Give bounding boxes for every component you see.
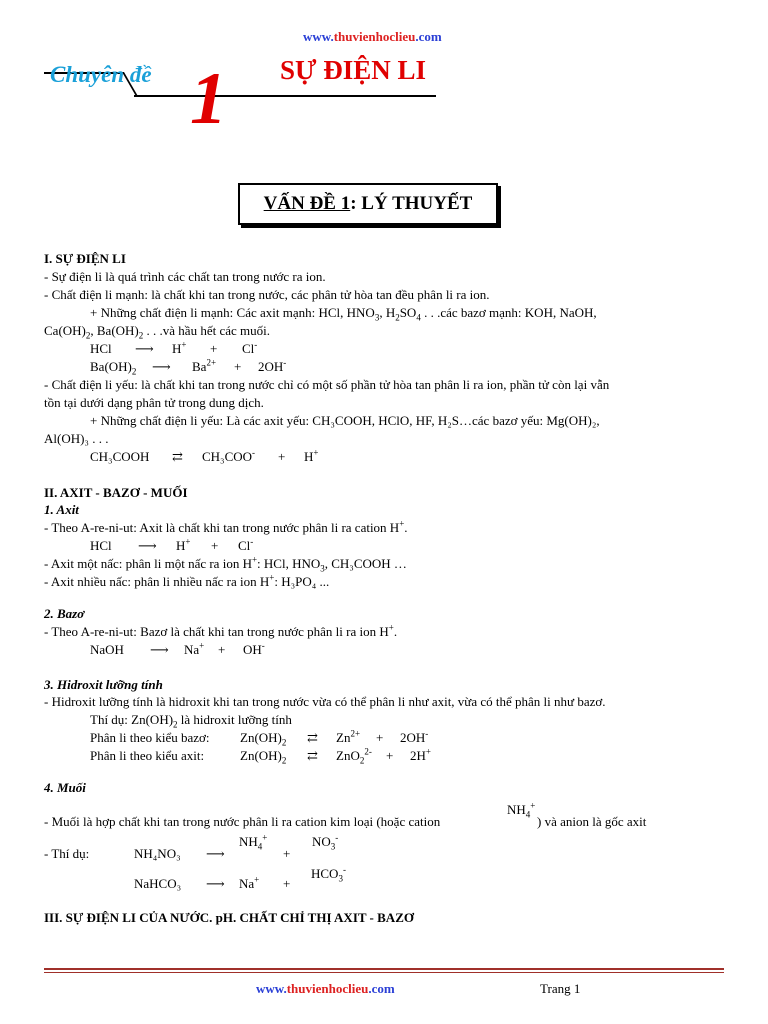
text-line: - Theo A-re-ni-ut: Bazơ là chất khi tan trong nước phân li ra ion H+. <box>44 622 398 639</box>
equation: $Ba(OH)_2$ <box>90 359 137 377</box>
ion: Na+ <box>239 874 260 891</box>
ion: 2H+ <box>410 746 431 763</box>
text-line: tồn tại dưới dạng phân tử trong dung dịch. <box>44 395 264 410</box>
ion: H+ <box>304 447 319 464</box>
ion: Cl- <box>242 339 258 356</box>
text-line: - Muối là hợp chất khi tan trong nước phân li ra cation kim loại (hoặc cation <box>44 814 441 829</box>
chuyen-de-label: Chuyên đề <box>50 62 152 87</box>
arrow: ⟶ <box>138 538 157 553</box>
text-line: - Axit một nấc: phân li một nấc ra ion H+: HCl, $HNO_3$, CH₃COOH … <box>44 554 407 574</box>
plus: + <box>234 359 242 374</box>
footer-url[interactable]: www.thuvienhoclieu.com <box>256 981 395 996</box>
plus: + <box>283 846 291 861</box>
text-line: - Axit nhiều nấc: phân li nhiều nấc ra ion H+: H₃PO₄ ... <box>44 572 330 589</box>
equation: NaHCO₃ <box>134 876 182 891</box>
arrow: ⟶ <box>150 642 169 657</box>
subheading: 2. Bazơ <box>44 606 85 621</box>
text-line: $Ca(OH)_2$, $Ba(OH)_2$ . . .và hầu hết các muối. <box>44 323 270 341</box>
equation: HCl <box>90 538 112 553</box>
ion: $HCO_3^-$ <box>311 864 346 884</box>
ion: OH- <box>243 640 265 657</box>
ion: Na+ <box>184 640 205 657</box>
text-line: - Sự điện li là quá trình các chất tan trong nước ra ion. <box>44 269 326 284</box>
plus: + <box>278 449 286 464</box>
plus: + <box>386 748 394 763</box>
arrow: ⇄ <box>307 748 318 763</box>
ion: H+ <box>172 339 187 356</box>
header-url[interactable]: www.thuvienhoclieu.com <box>303 29 442 44</box>
plus: + <box>283 876 291 891</box>
equation: NaOH <box>90 642 124 657</box>
arrow: ⇄ <box>307 730 318 745</box>
ion: H+ <box>176 536 191 553</box>
section-heading: I. SỰ ĐIỆN LI <box>44 251 126 266</box>
text-line: + Những chất điện li yếu: Là các axit yếu: CH₃COOH, HClO, HF, H₂S…các bazơ yếu: Mg(OH)₂, <box>90 413 600 428</box>
text-line: - Chất điện li yếu: là chất khi tan trong nước chỉ có một số phần tử hòa tan phân li ra ion, phần tử còn lại vẫn <box>44 377 610 392</box>
subheading: 3. Hidroxit lưỡng tính <box>44 677 163 692</box>
section-heading: II. AXIT - BAZƠ - MUỐI <box>44 485 188 500</box>
ion: Cl- <box>238 536 254 553</box>
title-rule-right <box>134 95 436 97</box>
text-line: Phân li theo kiểu bazơ: <box>90 730 210 745</box>
section-heading: III. SỰ ĐIỆN LI CỦA NƯỚC. pH. CHẤT CHỈ THỊ AXIT - BAZƠ <box>44 910 414 925</box>
text-line: + Những chất điện li mạnh: Các axit mạnh: HCl, $HNO_3$, $H_2SO_4$ . . .các bazơ mạnh: KOH, NaOH, <box>90 305 597 323</box>
plus: + <box>376 730 384 745</box>
plus: + <box>210 341 218 356</box>
arrow: ⟶ <box>152 359 171 374</box>
text-line: ) và anion là gốc axit <box>537 814 647 829</box>
arrow: ⟶ <box>135 341 154 356</box>
text-line: Phân li theo kiểu axit: <box>90 748 205 763</box>
ion: $NO_3^-$ <box>312 832 339 852</box>
text-line: Thí dụ: $Zn(OH)_2$ là hidroxit lưỡng tính <box>90 712 292 730</box>
ion: 2OH- <box>400 728 429 745</box>
plus: + <box>211 538 219 553</box>
arrow: ⟶ <box>206 876 225 891</box>
text-line: - Thí dụ: <box>44 846 90 861</box>
text-line: Al(OH)₃ . . . <box>44 431 109 446</box>
equation: $Zn(OH)_2$ <box>240 748 287 766</box>
equation: CH₃COOH <box>90 449 150 464</box>
equation: HCl <box>90 341 112 356</box>
page-title: SỰ ĐIỆN LI <box>280 55 427 85</box>
text-line: - Hidroxit lưỡng tính là hidroxit khi tan trong nước vừa có thể phân li như axit, vừa có thể phân li như bazơ. <box>44 694 606 709</box>
subheading: 1. Axit <box>44 502 79 517</box>
subheading: 4. Muối <box>44 780 86 795</box>
equation: NH₄NO₃ <box>134 846 181 861</box>
ion: CH₃COO- <box>202 447 256 464</box>
ion: 2OH- <box>258 357 287 374</box>
equation: $Zn(OH)_2$ <box>240 730 287 748</box>
arrow: ⇄ <box>172 449 183 464</box>
plus: + <box>218 642 226 657</box>
ion: ZnO$_2^{2-}$ <box>336 746 372 766</box>
text-line: - Chất điện li mạnh: là chất khi tan trong nước, các phân tử hòa tan đều phân li ra ion. <box>44 287 490 302</box>
chapter-number: 1 <box>190 58 227 140</box>
ion: $Ba^{2+}$ <box>192 357 217 374</box>
ion: $Zn^{2+}$ <box>336 728 361 745</box>
ion: $NH_4^+$ <box>507 800 536 820</box>
section-box: VẤN ĐỀ 1 : LÝ THUYẾT <box>238 183 498 225</box>
arrow: ⟶ <box>206 846 225 861</box>
footer-rule <box>44 972 724 973</box>
page-number: Trang 1 <box>540 981 581 996</box>
text-line: - Theo A-re-ni-ut: Axit là chất khi tan trong nước phân li ra cation H+. <box>44 518 408 535</box>
ion: $NH_4^+$ <box>239 832 268 852</box>
footer-rule <box>44 968 724 970</box>
